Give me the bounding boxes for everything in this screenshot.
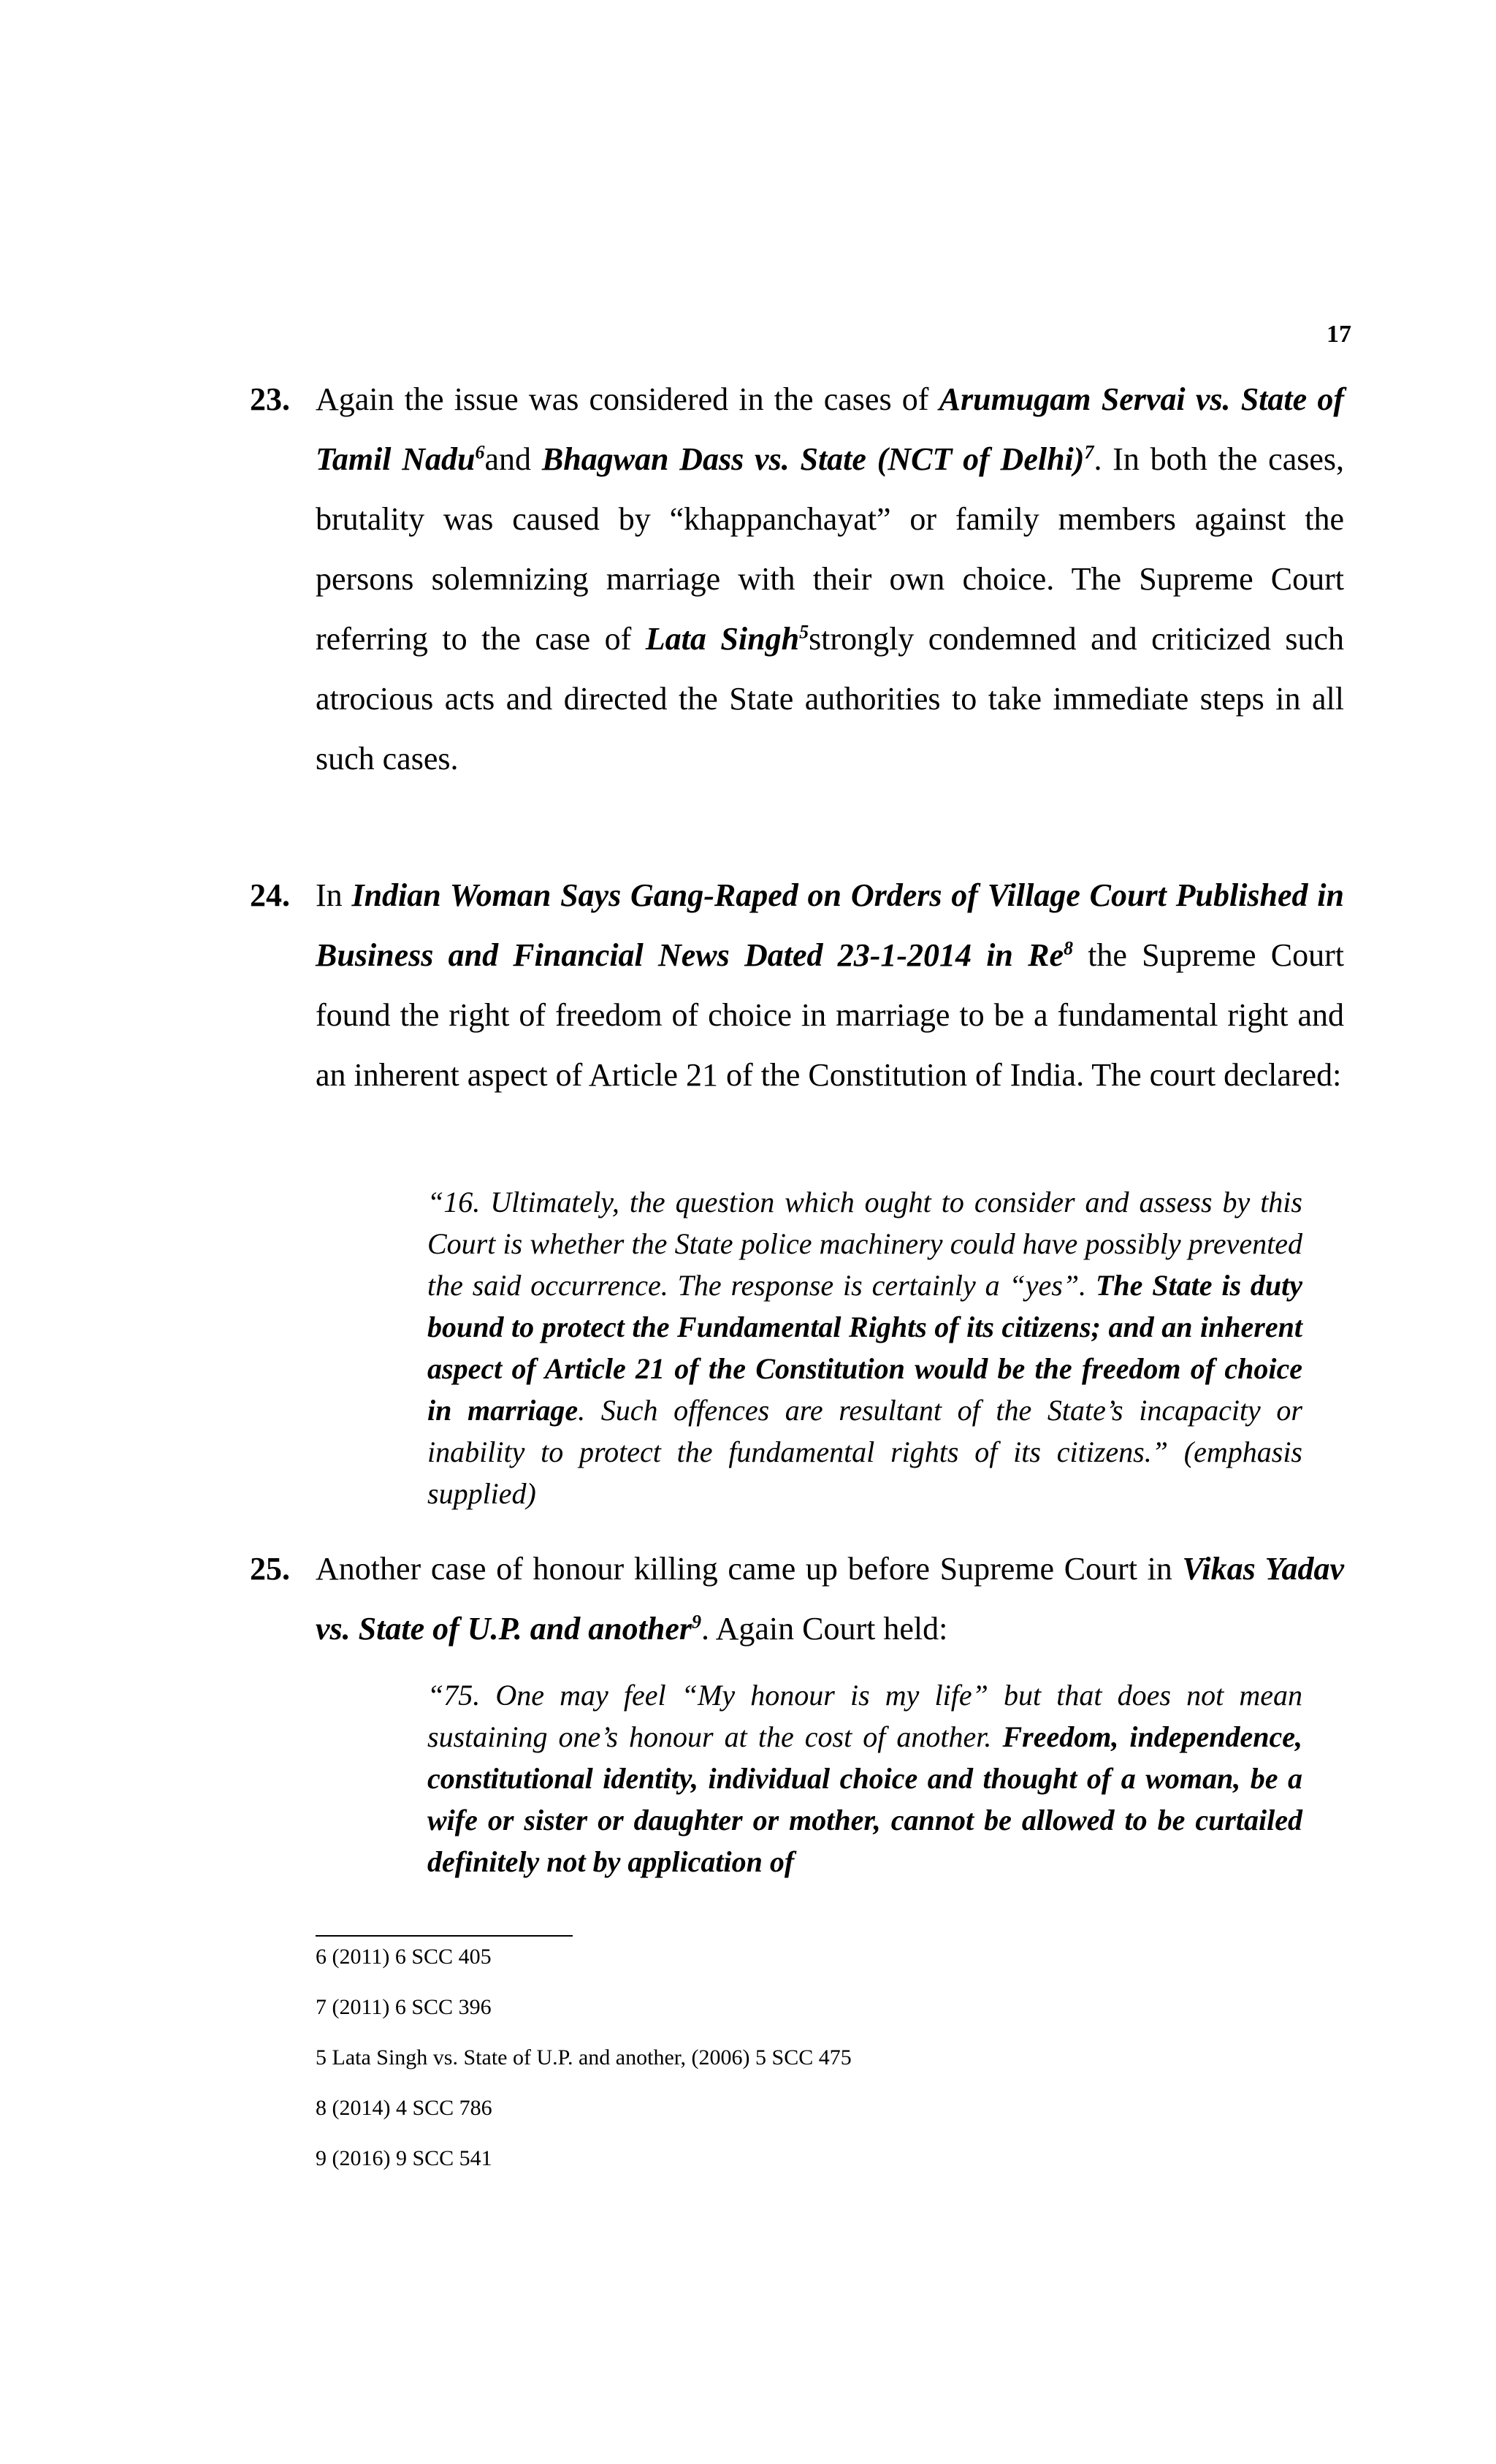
footnote-ref: 9 [692, 1611, 702, 1633]
footnote-ref: 7 [1084, 441, 1094, 463]
paragraph-text: strongly condemned and criticized such atrocious acts and directed the State authorities to take immediate steps in all such cases. [316, 621, 1344, 777]
quote-text: “75. One may feel “My honour is my life” but that does not mean sustaining one’s honour at the cost of another. [427, 1679, 1302, 1753]
footnote-separator [316, 1935, 573, 1937]
quote-text: . Such offences are resultant of the State’s incapacity or inability to protect the fundamental rights of its citizens.” (emphasis supplied) [427, 1394, 1302, 1510]
paragraph-text: Again the issue was considered in the cases of [316, 381, 939, 417]
footnote-ref: 5 [799, 621, 809, 643]
paragraph-number: 24. [250, 877, 290, 913]
footnote-8: 8 (2014) 4 SCC 786 [316, 2096, 492, 2120]
quote-text: “16. Ultimately, the question which ought to consider and assess by this Court is whether the State police machinery could have possibly prevented the said occurrence. The response is certainly a “yes”. [427, 1186, 1302, 1302]
footnote-9: 9 (2016) 9 SCC 541 [316, 2146, 492, 2170]
paragraph-number: 25. [250, 1551, 290, 1587]
paragraph-number: 23. [250, 381, 290, 417]
footnote-5: 5 Lata Singh vs. State of U.P. and another, (2006) 5 SCC 475 [316, 2045, 852, 2070]
footnote-ref: 6 [475, 441, 485, 463]
paragraph-text: . Again Court held: [701, 1611, 948, 1647]
page-number: 17 [1327, 321, 1351, 348]
block-quote-75 [427, 1674, 1302, 1883]
quote-emphasis: Freedom, independence, constitutional identity, individual choice and thought of a woman, be a wife or sister or daughter or mother, cannot be allowed to be curtailed definitely not by application of [427, 1720, 1302, 1878]
footnote-7: 7 (2011) 6 SCC 396 [316, 1995, 492, 2019]
case-name: Bhagwan Dass vs. State (NCT of Delhi) [541, 441, 1085, 477]
footnote-ref: 8 [1064, 937, 1073, 959]
paragraph-25 [250, 1539, 1344, 1659]
paragraph-24 [250, 866, 1344, 1105]
case-name: Indian Woman Says Gang-Raped on Orders of Village Court Published in Business and Financial News Dated 23-1-2014 in Re [316, 877, 1344, 973]
footnote-6: 6 (2011) 6 SCC 405 [316, 1945, 492, 1969]
case-name: Vikas Yadav vs. State of U.P. and another [316, 1551, 1344, 1647]
quote-emphasis: The State is duty bound to protect the Fundamental Rights of its citizens; and an inherent aspect of Article 21 of the Constitution would be the freedom of choice in marriage [427, 1269, 1303, 1427]
block-quote-16 [427, 1181, 1302, 1514]
paragraph-text: Another case of honour killing came up before Supreme Court in [316, 1551, 1183, 1587]
paragraph-text: In [316, 877, 352, 913]
case-name: Arumugam Servai vs. State of Tamil Nadu [316, 381, 1345, 477]
paragraph-text: the Supreme Court found the right of freedom of choice in marriage to be a fundamental right and an inherent aspect of Article 21 of the Constitution of India. The court declared: [316, 937, 1344, 1093]
case-name: Lata Singh [645, 621, 800, 657]
paragraph-text: and [484, 441, 542, 477]
paragraph-text: . In both the cases, brutality was caused by “khappanchayat” or family members against the persons solemnizing marriage with their own choice. The Supreme Court referring to the case of [316, 441, 1344, 657]
paragraph-23 [250, 370, 1345, 789]
